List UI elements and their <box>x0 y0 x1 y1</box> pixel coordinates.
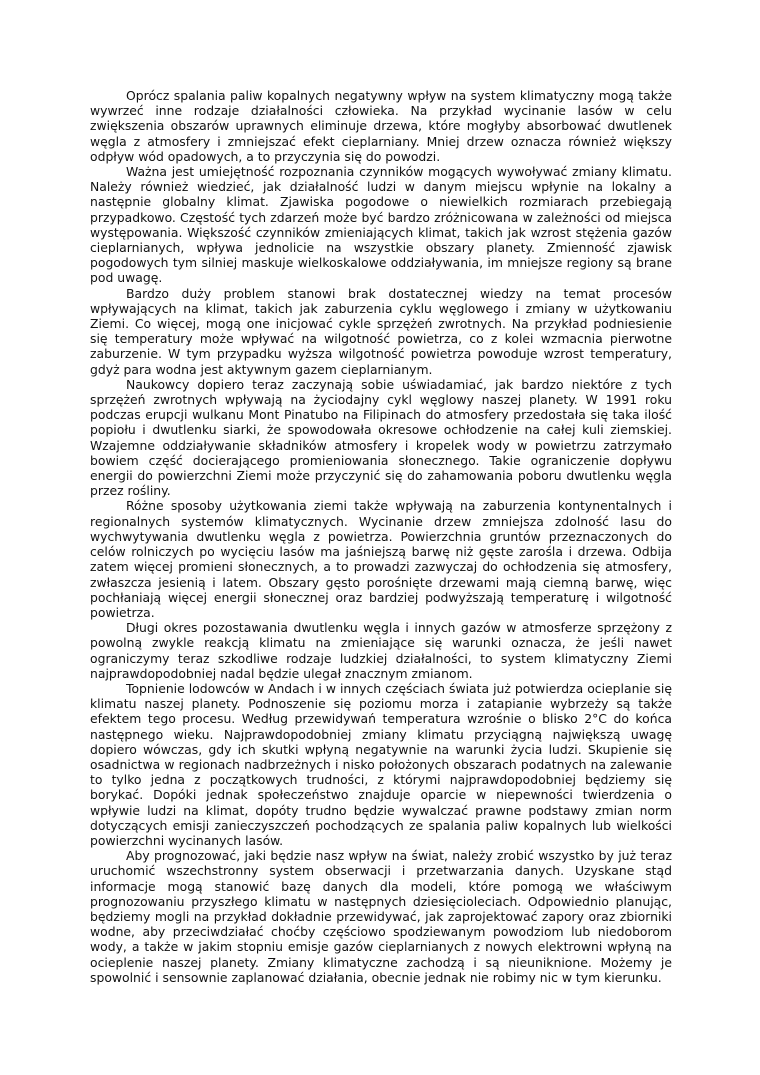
paragraph: Topnienie lodowców w Andach i w innych częściach świata już potwierdza ocieplanie się klimatu naszej planety. Podnoszenie się poziomu morza i zatapianie wybrzeży są także efektem tego procesu. Według przewidywań temperatura wzrośnie o blisko 2°C do końca następnego wieku. Najprawdopodobniej zmiany klimatu przyciągną największą uwagę dopiero wówczas, gdy ich skutki wpłyną negatywnie na warunki życia ludzi. Skupienie się osadnictwa w regionach nadbrzeżnych i nisko położonych obszarach podatnych na zalewanie to tylko jedna z początkowych trudności, z którymi najprawdopodobniej będziemy się borykać. Dopóki jednak społeczeństwo znajduje oparcie w niepewności twierdzenia o wpływie ludzi na klimat, dopóty trudno będzie wywalczać prawne podstawy zmian norm dotyczących emisji zanieczyszczeń pochodzących ze spalania paliw kopalnych lub wielkości powierzchni wycinanych lasów. <box>90 680 672 848</box>
paragraph: Naukowcy dopiero teraz zaczynają sobie uświadamiać, jak bardzo niektóre z tych sprzężeń zwrotnych wpływają na życiodajny cykl węglowy naszej planety. W 1991 roku podczas erupcji wulkanu Mont Pinatubo na Filipinach do atmosfery przedostała się taka ilość popiołu i dwutlenku siarki, że spowodowała okresowe ochłodzenie na całej kuli ziemskiej. Wzajemne oddziaływanie składników atmosfery i kropelek wody w powietrzu zatrzymało bowiem część docierającego promieniowania słonecznego. Takie ograniczenie dopływu energii do powierzchni Ziemi może przyczynić się do zahamowania poboru dwutlenku węgla przez rośliny. <box>90 376 672 499</box>
paragraph: Ważna jest umiejętność rozpoznania czynników mogących wywoływać zmiany klimatu. Należy również wiedzieć, jak działalność ludzi w danym miejscu wpłynie na lokalny a następnie globalny klimat. Zjawiska pogodowe o niewielkich rozmiarach przebiegają przypadkowo. Częstość tych zdarzeń może być bardzo zróżnicowana w zależności od miejsca występowania. Większość czynników zmieniających klimat, takich jak wzrost stężenia gazów cieplarnianych, wpływa jednolicie na wszystkie obszary planety. Zmienność zjawisk pogodowych tym silniej maskuje wielkoskalowe oddziaływania, im mniejsze regiony są brane pod uwagę. <box>90 164 672 286</box>
document-page <box>90 88 672 985</box>
paragraph: Aby prognozować, jaki będzie nasz wpływ na świat, należy zrobić wszystko by już teraz uruchomić wszechstronny system obserwacji i przetwarzania danych. Uzyskane stąd informacje mogą stanowić bazę danych dla modeli, które pomogą we właściwym prognozowaniu przyszłego klimatu w następnych dziesięcioleciach. Odpowiednio planując, będziemy mogli na przykład dokładnie przewidywać, jak zaprojektować zapory oraz zbiorniki wodne, aby przeciwdziałać choćby częściowo spodziewanym powodziom lub niedoborom wody, a także w jakim stopniu emisje gazów cieplarnianych z nowych elektrowni wpłyną na ocieplenie naszej planety. Zmiany klimatyczne zachodzą i są nieuniknione. Możemy je spowolnić i sensownie zaplanować działania, obecnie jednak nie robimy nic w tym kierunku. <box>90 848 672 985</box>
paragraph: Długi okres pozostawania dwutlenku węgla i innych gazów w atmosferze sprzężony z powolną zwykle reakcją klimatu na zmieniające się warunki oznacza, że jeśli nawet ograniczymy teraz szkodliwe rodzaje ludzkiej działalności, to system klimatyczny Ziemi najprawdopodobniej nadal będzie ulegał znacznym zmianom. <box>90 620 672 681</box>
paragraph: Różne sposoby użytkowania ziemi także wpływają na zaburzenia kontynentalnych i regionalnych systemów klimatycznych. Wycinanie drzew zmniejsza zdolność lasu do wychwytywania dwutlenku węgla z powietrza. Powierzchnia gruntów przeznaczonych do celów rolniczych po wycięciu lasów ma jaśniejszą barwę niż gęste zarośla i drzewa. Odbija zatem więcej promieni słonecznych, a to prowadzi zazwyczaj do ochłodzenia się atmosfery, zwłaszcza jesienią i latem. Obszary gęsto porośnięte drzewami mają ciemną barwę, więc pochłaniają więcej energii słonecznej oraz bardziej podwyższają temperaturę i wilgotność powietrza. <box>90 498 672 620</box>
paragraph: Bardzo duży problem stanowi brak dostatecznej wiedzy na temat procesów wpływających na klimat, takich jak zaburzenia cyklu węglowego i zmiany w użytkowaniu Ziemi. Co więcej, mogą one inicjować cykle sprzężeń zwrotnych. Na przykład podniesienie się temperatury może wpływać na wilgotność powietrza, co z kolei wzmacnia pierwotne zaburzenie. W tym przypadku wyższa wilgotność powietrza powoduje wzrost temperatury, gdyż para wodna jest aktywnym gazem cieplarnianym. <box>90 285 672 377</box>
paragraph: Oprócz spalania paliw kopalnych negatywny wpływ na system klimatyczny mogą także wywrzeć inne rodzaje działalności człowieka. Na przykład wycinanie lasów w celu zwiększenia obszarów uprawnych eliminuje drzewa, które mogłyby absorbować dwutlenek węgla z atmosfery i zmniejszać efekt cieplarniany. Mniej drzew oznacza również większy odpływ wód opadowych, a to przyczynia się do powodzi. <box>90 88 672 164</box>
